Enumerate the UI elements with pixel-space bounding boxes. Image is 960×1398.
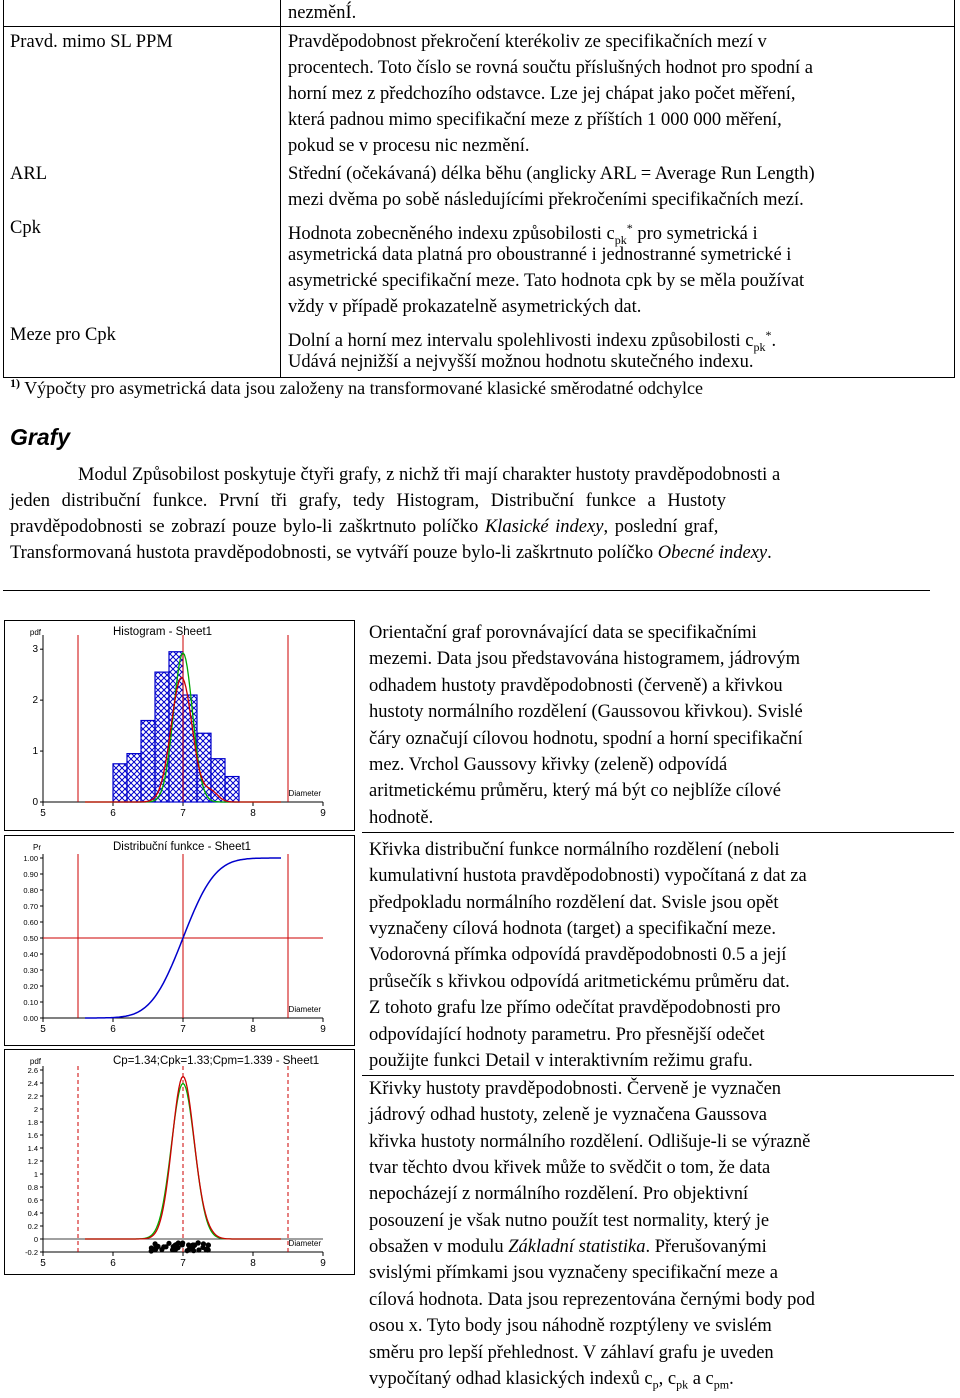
x-axis-label: Diameter	[288, 1239, 321, 1248]
footnote-mark: 1)	[10, 376, 20, 390]
chart-title: Cp=1.34;Cpk=1.33;Cpm=1.339 - Sheet1	[113, 1055, 320, 1067]
table-def-line: vždy v případě prokazatelně asymetrických dat.	[288, 297, 642, 317]
desc-line: Z tohoto grafu lze přímo odečítat pravděpodobnosti pro	[369, 998, 781, 1018]
y-axis-label: pdf	[29, 1057, 41, 1066]
y-tick-label: 1.2	[27, 1157, 38, 1166]
x-tick-label: 5	[40, 808, 46, 819]
table-term: ARL	[10, 164, 47, 184]
table-def-line: Udává nejnižší a nejvyšší možnou hodnotu skutečného indexu.	[288, 352, 754, 372]
desc-line: mez. Vrchol Gaussovy křivky (zeleně) odpovídá	[369, 755, 728, 775]
y-tick-label: 1	[33, 1170, 38, 1179]
data-point	[149, 1245, 154, 1250]
x-tick-label: 6	[110, 808, 116, 819]
data-point	[173, 1242, 178, 1247]
y-tick-label: 1.00	[23, 854, 38, 863]
y-tick-label: 2.2	[27, 1092, 38, 1101]
desc-line: průsečík s křivkou odpovídá aritmetickému průměru dat.	[369, 972, 790, 992]
x-tick-label: 7	[180, 1024, 186, 1035]
x-tick-label: 6	[110, 1258, 116, 1269]
y-tick-label: 0.10	[23, 998, 38, 1007]
y-tick-label: 0.60	[23, 918, 38, 927]
desc-line: Křivky hustoty pravděpodobnosti. Červeně je vyznačen	[369, 1079, 782, 1099]
y-tick-label: 2	[32, 695, 38, 707]
y-tick-label: 1.6	[27, 1131, 38, 1140]
x-tick-label: 9	[320, 1024, 326, 1035]
desc-line: nepocházejí z normálního rozdělení. Pro objektivní	[369, 1184, 749, 1204]
histogram-bar	[127, 754, 141, 802]
section-heading: Grafy	[10, 424, 71, 450]
table-def-line: asymetrická data platná pro oboustranné i jednostranné symetrické i	[288, 245, 792, 265]
table-def-line: procentech. Toto číslo se rovná součtu příslušných hodnot pro spodní a	[288, 58, 814, 78]
x-tick-label: 7	[180, 808, 186, 819]
desc-line: hodnotě.	[369, 808, 434, 828]
histogram-bar	[113, 764, 127, 802]
table-def-line: pokud se v procesu nic nezmění.	[288, 136, 530, 156]
separator-rule	[3, 590, 930, 591]
paragraph-line: Modul Způsobilost poskytuje čtyři grafy, z nichž tři mají charakter hustoty pravděpodobnosti a	[78, 465, 781, 485]
x-tick-label: 8	[250, 1258, 256, 1269]
paragraph-line: jeden distribuční funkce. První tři grafy, tedy Histogram, Distribuční funkce a Hustoty	[10, 491, 726, 511]
desc-line: odpovídající hodnoty parametru. Pro přesnější odečet	[369, 1025, 765, 1045]
desc-line: aritmetickému průměru, který má být co nejblíže cílové	[369, 781, 781, 801]
y-tick-label: 0.50	[23, 934, 38, 943]
y-tick-label: 0.30	[23, 966, 38, 975]
table-def-line: mezi dvěma po sobě následujícími překročeními specifikačních mezí.	[288, 190, 804, 210]
histogram-bar	[225, 777, 239, 802]
desc-line: použijte funkci Detail v interaktivním režimu grafu.	[369, 1051, 753, 1071]
x-axis-label: Diameter	[288, 789, 321, 798]
y-axis-label: Pr	[33, 843, 41, 852]
desc-line: předpokladu normálního rozdělení dat. Svisle jsou opět	[369, 893, 779, 913]
table-row-continuation: nezměnÍ.	[288, 3, 357, 23]
y-tick-label: 0.2	[27, 1222, 38, 1231]
density-svg	[5, 1050, 354, 1274]
desc-line: Křivka distribuční funkce normálního rozdělení (neboli	[369, 840, 780, 860]
data-point	[180, 1242, 185, 1247]
paragraph-line: pravděpodobnosti se zobrazí pouze bylo-li zaškrtnuto políčko Klasické indexy, poslední graf,	[10, 517, 719, 537]
y-tick-label: 0	[32, 797, 38, 808]
table-def-line: která padnou mimo specifikační meze z příštích 1 000 000 měření,	[288, 110, 782, 130]
y-tick-label: 1	[32, 746, 38, 758]
x-tick-label: 8	[250, 808, 256, 819]
histogram-bar	[141, 721, 155, 803]
y-tick-label: 0.90	[23, 870, 38, 879]
desc-line: křivka hustoty normálního rozdělení. Odlišuje-li se výrazně	[369, 1132, 811, 1152]
desc-line: kumulativní hustota pravděpodobnosti) vypočítaná z dat za	[369, 866, 807, 886]
desc-line: osou x. Tyto body jsou náhodně rozptýleny ve svislém	[369, 1316, 772, 1336]
table-term: Pravd. mimo SL PPM	[10, 32, 173, 52]
y-tick-label: 0.40	[23, 950, 38, 959]
desc-line: Vodorovná přímka odpovídá pravděpodobnosti 0.5 a její	[369, 945, 787, 965]
y-tick-label: 0.4	[27, 1209, 38, 1218]
table-term: Meze pro Cpk	[10, 325, 116, 345]
cdf-chart	[4, 835, 355, 1046]
data-point	[206, 1243, 211, 1248]
table-def-line: Dolní a horní mez intervalu spolehlivosti indexu způsobilosti $c_{pk}^*$.	[288, 328, 777, 354]
y-axis-label: pdf	[29, 628, 41, 637]
desc-line: směru pro lepší přehlednost. V záhlaví grafu je uveden	[369, 1343, 774, 1363]
desc-line: Orientační graf porovnávající data se specifikačními	[369, 623, 757, 643]
table-divider	[280, 0, 281, 378]
desc-line: hustoty normálního rozdělení (Gaussovou křivkou). Svislé	[369, 702, 803, 722]
table-term: Cpk	[10, 218, 41, 238]
footnote	[10, 376, 703, 399]
y-tick-label: 0.80	[23, 886, 38, 895]
x-tick-label: 5	[40, 1024, 46, 1035]
x-tick-label: 7	[180, 1258, 186, 1269]
desc-line: svislými přímkami jsou vyznačeny specifikační meze a	[369, 1263, 778, 1283]
y-tick-label: 2	[33, 1105, 38, 1114]
desc-line: cílová hodnota. Data jsou reprezentována černými body pod	[369, 1290, 815, 1310]
footnote-text: Výpočty pro asymetrická data jsou založeny na transformované klasické směrodatné odchylce	[24, 378, 703, 398]
desc-separator	[362, 832, 954, 833]
y-tick-label: 3	[32, 644, 38, 656]
desc-line: vyznačeny cílová hodnota (target) a specifikační meze.	[369, 919, 776, 939]
y-tick-label: 2.6	[27, 1066, 38, 1075]
table-def-line: Pravděpodobnost překročení kterékoliv ze specifikačních mezí v	[288, 32, 767, 52]
data-point	[161, 1244, 166, 1249]
table-def-line: horní mez z předchozího odstavce. Lze jej chápat jako počet měření,	[288, 84, 796, 104]
histogram-chart	[4, 620, 355, 831]
y-tick-label: 0.8	[27, 1183, 38, 1192]
y-tick-label: 0.70	[23, 902, 38, 911]
y-tick-label: 1.4	[27, 1144, 38, 1153]
density-chart	[4, 1049, 355, 1275]
x-tick-label: 8	[250, 1024, 256, 1035]
x-tick-label: 5	[40, 1258, 46, 1269]
x-tick-label: 6	[110, 1024, 116, 1035]
y-tick-label: 0.00	[23, 1014, 38, 1023]
y-tick-label: 0	[33, 1235, 38, 1244]
table-right-border	[954, 0, 955, 378]
chart-title: Distribuční funkce - Sheet1	[113, 841, 252, 853]
desc-line: obsažen v modulu Základní statistika. Přerušovanými	[369, 1237, 767, 1257]
x-axis-label: Diameter	[288, 1005, 321, 1014]
desc-line: mezemi. Data jsou představována histogramem, jádrovým	[369, 649, 801, 669]
desc-line: odhadem hustoty pravděpodobnosti (červeně) a křivkou	[369, 676, 783, 696]
y-tick-label: 0.20	[23, 982, 38, 991]
desc-line: vypočítaný odhad klasických indexů $c_p$, $c_{pk}$ a $c_{pm}$.	[369, 1369, 734, 1392]
histogram-svg	[5, 621, 354, 830]
chart-title: Histogram - Sheet1	[113, 626, 213, 638]
table-row-separator	[3, 26, 955, 27]
paragraph-line: Transformovaná hustota pravděpodobnosti, se vytváří pouze bylo-li zaškrtnuto políčko Obecné indexy.	[10, 543, 772, 563]
desc-line: čáry označují cílovou hodnotu, spodní a horní specifikační	[369, 729, 803, 749]
desc-line: jádrový odhad hustoty, zeleně je vyznačena Gaussova	[369, 1105, 767, 1125]
y-tick-label: 2.4	[27, 1079, 38, 1088]
table-left-border	[3, 0, 4, 378]
y-tick-label: 1.8	[27, 1118, 38, 1127]
table-def-line: Střední (očekávaná) délka běhu (anglicky ARL = Average Run Length)	[288, 164, 815, 184]
desc-line: posouzení je však nutno použít test normality, který je	[369, 1211, 770, 1231]
desc-line: tvar těchto dvou křivek může to svědčit o tom, že data	[369, 1158, 771, 1178]
data-point	[196, 1240, 201, 1245]
y-tick-label: 0.6	[27, 1196, 38, 1205]
x-tick-label: 9	[320, 808, 326, 819]
cdf-svg	[5, 836, 354, 1045]
table-def-line: asymetrické specifikační meze. Tato hodnota cpk by se měla používat	[288, 271, 805, 291]
x-tick-label: 9	[320, 1258, 326, 1269]
table-def-line: Hodnota zobecněného indexu způsobilosti $c_{pk}^*$ pro symetrická i	[288, 221, 758, 247]
y-tick-label: -0.2	[25, 1248, 38, 1257]
data-point	[184, 1248, 189, 1253]
